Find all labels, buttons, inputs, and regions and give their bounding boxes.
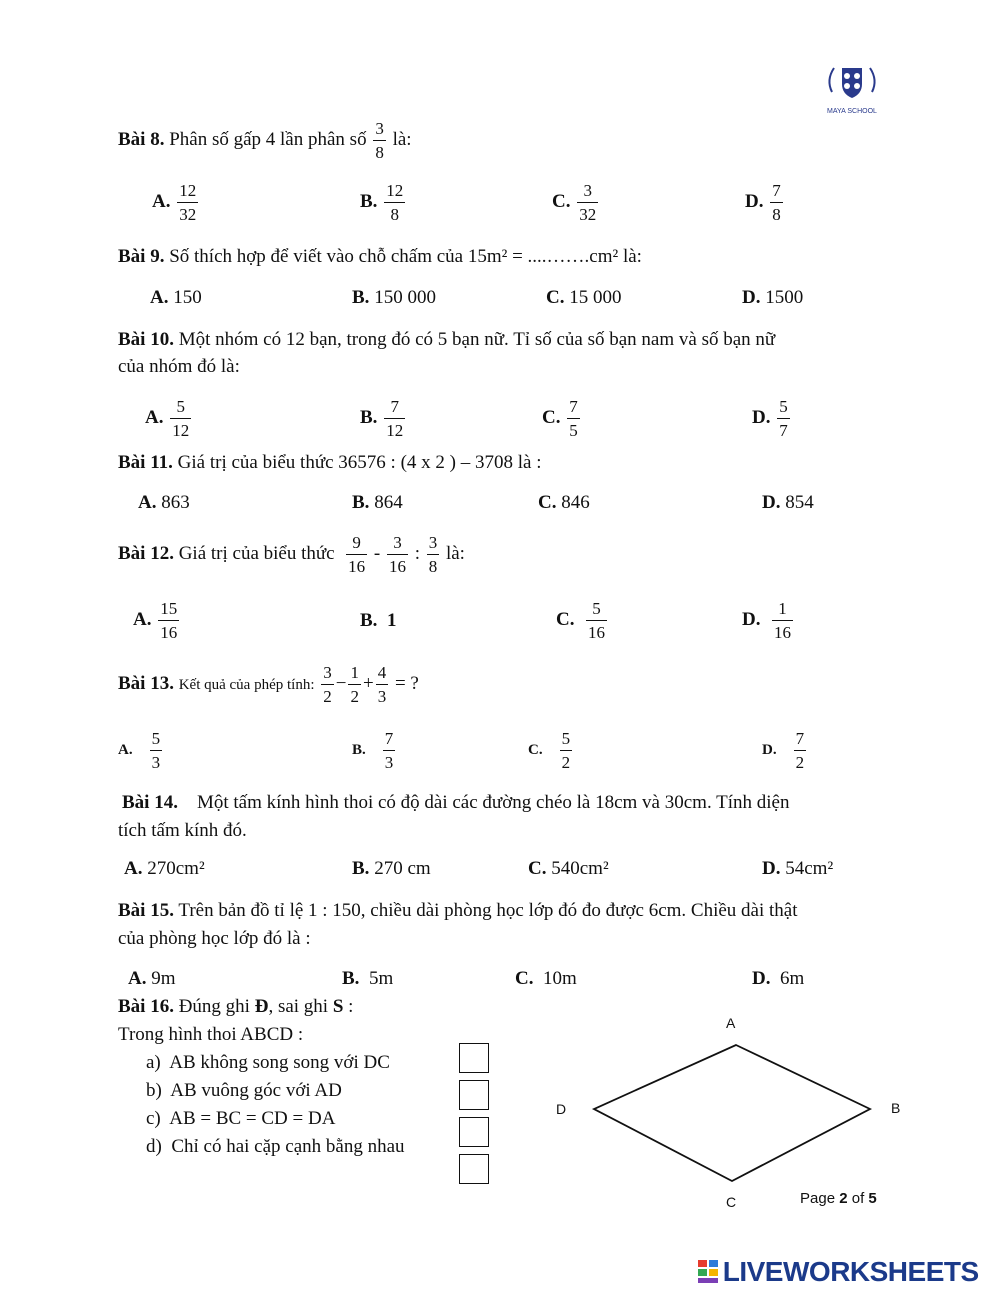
vertex-label-c: C xyxy=(726,1194,737,1210)
q10-option-d[interactable]: D. $\frac{5}{7}$ xyxy=(752,397,788,440)
q13-text: Kết quả của phép tính: xyxy=(178,676,315,693)
q9-option-d[interactable]: D. 1500 xyxy=(742,287,804,308)
q16-answer-box-c[interactable] xyxy=(459,1117,489,1147)
q12-option-c[interactable]: C. $\frac{5}{16}$ xyxy=(556,599,605,642)
q15-option-c[interactable]: C. 10m xyxy=(515,968,577,989)
q12-option-d[interactable]: D. $\frac{1}{16}$ xyxy=(742,599,791,642)
q14-label: Bài 14. xyxy=(122,792,178,813)
q13-option-c[interactable]: C. $\frac{5}{2}$ xyxy=(528,729,571,772)
q10-option-b[interactable]: B. $\frac{7}{12}$ xyxy=(360,397,404,440)
q13-option-b[interactable]: B. $\frac{7}{3}$ xyxy=(352,729,394,772)
q13-label: Bài 13. xyxy=(118,672,174,694)
q10-text1: Một nhóm có 12 bạn, trong đó có 5 bạn nữ. Tỉ số của số bạn nam và số bạn nữ xyxy=(178,329,776,350)
q11-option-d[interactable]: D. 854 xyxy=(762,492,814,513)
q16-intro: Trong hình thoi ABCD : xyxy=(118,1024,304,1045)
q16-label: Bài 16. xyxy=(118,996,174,1017)
q8-stem xyxy=(118,120,412,161)
crest-icon xyxy=(820,62,884,102)
q16-answer-box-d[interactable] xyxy=(459,1154,489,1184)
rhombus-figure xyxy=(540,1010,920,1215)
logo-text: MAYA SCHOOL xyxy=(827,108,877,115)
q9-stem xyxy=(118,246,642,268)
q11-option-c[interactable]: C. 846 xyxy=(538,492,590,513)
q10-label: Bài 10. xyxy=(118,329,174,350)
q8-label: Bài 8. xyxy=(118,128,165,150)
school-logo xyxy=(820,62,884,115)
q16-item-c: c) AB = BC = CD = DA xyxy=(146,1108,336,1129)
q9-option-c[interactable]: C. 15 000 xyxy=(546,287,622,308)
q14-stem-line1 xyxy=(122,792,789,814)
q11-label: Bài 11. xyxy=(118,452,173,473)
q16-item-d: d) Chỉ có hai cặp cạnh bằng nhau xyxy=(146,1136,405,1157)
q15-label: Bài 15. xyxy=(118,900,174,921)
q8-option-c[interactable]: C. $\frac{3}{32}$ xyxy=(552,181,597,224)
q14-text1: Một tấm kính hình thoi có độ dài các đường chéo là 18cm và 30cm. Tính diện xyxy=(196,792,790,813)
q14-option-b[interactable]: B. 270 cm xyxy=(352,858,431,879)
q16-item-b: b) AB vuông góc với AD xyxy=(146,1080,342,1101)
q15-stem-line1 xyxy=(118,900,798,922)
q16-stem: Bài 16. Đúng ghi Đ, sai ghi S : xyxy=(118,996,354,1017)
q12-option-b[interactable]: B. 1 xyxy=(360,610,397,631)
liveworksheets-text: LIVEWORKSHEETS xyxy=(722,1256,979,1287)
q16-item-a: a) AB không song song với DC xyxy=(146,1052,390,1073)
q14-option-c[interactable]: C. 540cm² xyxy=(528,858,609,879)
vertex-label-d: D xyxy=(556,1101,567,1117)
q8-option-d[interactable]: D. $\frac{7}{8}$ xyxy=(745,181,781,224)
liveworksheets-brand xyxy=(698,1256,979,1288)
q13-option-d[interactable]: D. $\frac{7}{2}$ xyxy=(762,729,805,772)
rhombus-abcd xyxy=(594,1045,870,1181)
liveworksheets-logo-icon xyxy=(698,1260,718,1284)
q14-option-d[interactable]: D. 54cm² xyxy=(762,858,834,879)
q12-label: Bài 12. xyxy=(118,542,174,564)
q15-option-a[interactable]: A. 9m xyxy=(128,968,176,989)
page-number: Page 2 of 5 xyxy=(800,1190,877,1207)
q15-option-d[interactable]: D. 6m xyxy=(752,968,805,989)
q10-option-a[interactable]: A. $\frac{5}{12}$ xyxy=(145,397,190,440)
q13-option-a[interactable]: A. $\frac{5}{3}$ xyxy=(118,729,161,772)
q11-option-a[interactable]: A. 863 xyxy=(138,492,190,513)
q11-option-b[interactable]: B. 864 xyxy=(352,492,403,513)
q14-option-a[interactable]: A. 270cm² xyxy=(124,858,205,879)
q8-fraction: $\frac{3}{8}$ xyxy=(375,119,384,162)
q9-option-a[interactable]: A. 150 xyxy=(150,287,202,308)
q12-text: Giá trị của biểu thức xyxy=(178,542,335,564)
q8-suffix: là: xyxy=(392,128,412,150)
q9-text: Số thích hợp để viết vào chỗ chấm của 15m² = ....…….cm² là: xyxy=(169,246,642,267)
q10-stem-line1 xyxy=(118,329,775,351)
q11-text: Giá trị của biểu thức 36576 : (4 x 2 ) – 3708 là : xyxy=(177,452,542,473)
q16-answer-box-b[interactable] xyxy=(459,1080,489,1110)
vertex-label-a: A xyxy=(726,1015,736,1031)
q14-text2: tích tấm kính đó. xyxy=(118,820,247,841)
q10-option-c[interactable]: C. $\frac{7}{5}$ xyxy=(542,397,578,440)
q15-text1: Trên bản đồ tỉ lệ 1 : 150, chiều dài phòng học lớp đó đo được 6cm. Chiều dài thật xyxy=(178,900,798,921)
vertex-label-b: B xyxy=(891,1100,901,1116)
q16-answer-box-a[interactable] xyxy=(459,1043,489,1073)
q8-text: Phân số gấp 4 lần phân số xyxy=(169,128,367,150)
q12-stem: Bài 12. Giá trị của biểu thức $\frac{9}{16}$ - $\frac{3}{16}$ : $\frac{3}{8}$ là: xyxy=(118,533,465,576)
q9-option-b[interactable]: B. 150 000 xyxy=(352,287,436,308)
q15-text2: của phòng học lớp đó là : xyxy=(118,928,311,949)
q12-option-a[interactable]: A. $\frac{15}{16}$ xyxy=(133,599,178,642)
q10-text2: của nhóm đó là: xyxy=(118,356,240,377)
q8-option-a[interactable]: A. $\frac{12}{32}$ xyxy=(152,181,197,224)
q13-stem: Bài 13. Kết quả của phép tính: $\frac{3}{2}$ − $\frac{1}{2}$ + $\frac{4}{3}$ = ? xyxy=(118,663,419,706)
q9-label: Bài 9. xyxy=(118,246,165,267)
q8-option-b[interactable]: B. $\frac{12}{8}$ xyxy=(360,181,404,224)
q11-stem xyxy=(118,452,542,474)
q15-option-b[interactable]: B. 5m xyxy=(342,968,394,989)
